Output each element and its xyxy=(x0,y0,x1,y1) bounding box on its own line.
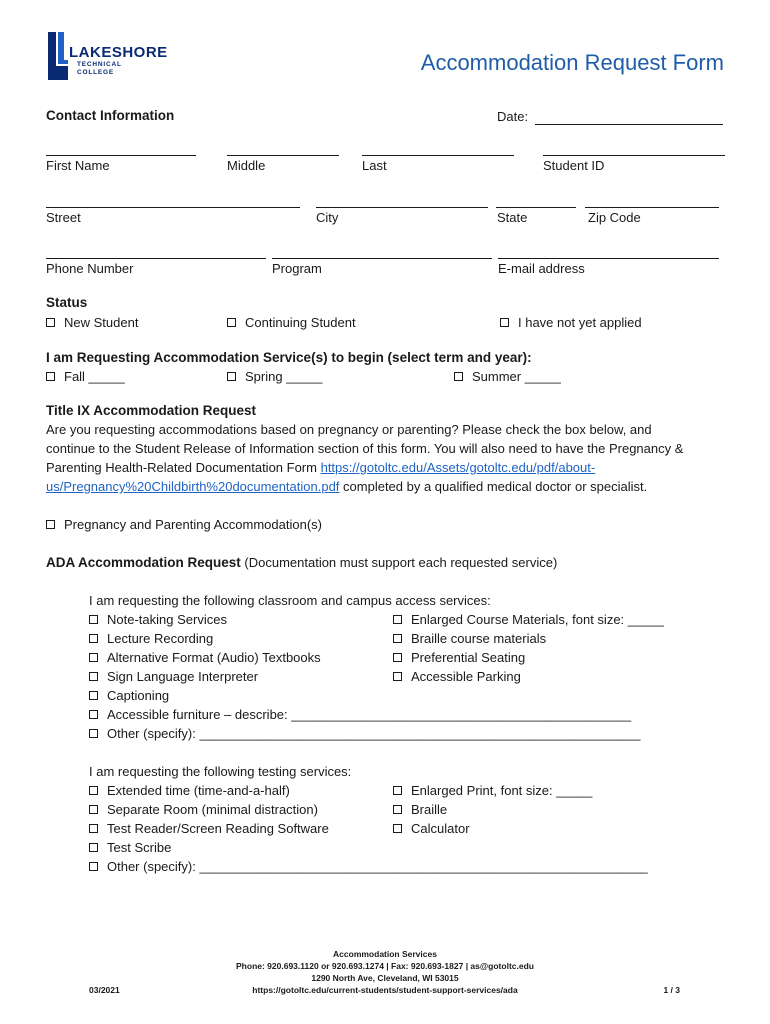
state-label: State xyxy=(497,210,528,225)
title-ix-paragraph-line-3: Parenting Health-Related Documentation Form https://gotoltc.edu/Assets/gotoltc.edu/pdf/about- xyxy=(46,460,596,475)
documentation-form-link-part-1[interactable]: https://gotoltc.edu/Assets/gotoltc.edu/pdf/about- xyxy=(320,460,596,475)
captioning-option[interactable]: Captioning xyxy=(89,688,169,703)
checkbox-icon[interactable] xyxy=(89,824,98,833)
logo-line-3: COLLEGE xyxy=(77,69,115,76)
logo-line-2: TECHNICAL xyxy=(77,61,122,68)
status-new-student[interactable]: New Student xyxy=(46,315,138,330)
city-field[interactable] xyxy=(316,207,488,208)
email-field[interactable] xyxy=(498,258,719,259)
checkbox-icon[interactable] xyxy=(227,372,236,381)
other-classroom-option[interactable]: Other (specify): _____________________________________________________________ xyxy=(89,726,641,741)
checkbox-icon[interactable] xyxy=(89,615,98,624)
alternative-format-option[interactable]: Alternative Format (Audio) Textbooks xyxy=(89,650,321,665)
checkbox-icon[interactable] xyxy=(89,672,98,681)
checkbox-icon[interactable] xyxy=(46,318,55,327)
phone-label: Phone Number xyxy=(46,261,134,276)
street-label: Street xyxy=(46,210,81,225)
status-heading: Status xyxy=(46,295,88,310)
accessible-parking-option[interactable]: Accessible Parking xyxy=(393,669,521,684)
checkbox-icon[interactable] xyxy=(393,824,402,833)
checkbox-icon[interactable] xyxy=(89,862,98,871)
last-name-field[interactable] xyxy=(362,155,514,156)
lecture-recording-option[interactable]: Lecture Recording xyxy=(89,631,213,646)
checkbox-icon[interactable] xyxy=(89,843,98,852)
checkbox-icon[interactable] xyxy=(46,372,55,381)
ada-heading-note: (Documentation must support each requested service) xyxy=(240,555,558,570)
logo-mark-icon xyxy=(46,32,68,80)
ada-heading-line xyxy=(46,555,557,570)
contact-heading: Contact Information xyxy=(46,108,175,123)
preferential-seating-option[interactable]: Preferential Seating xyxy=(393,650,525,665)
checkbox-icon[interactable] xyxy=(89,805,98,814)
state-field[interactable] xyxy=(496,207,576,208)
test-reader-option[interactable]: Test Reader/Screen Reading Software xyxy=(89,821,329,836)
extended-time-option[interactable]: Extended time (time-and-a-half) xyxy=(89,783,290,798)
student-id-field[interactable] xyxy=(543,155,725,156)
note-taking-option[interactable]: Note-taking Services xyxy=(89,612,227,627)
classroom-intro: I am requesting the following classroom and campus access services: xyxy=(89,593,491,608)
title-ix-heading: Title IX Accommodation Request xyxy=(46,403,257,418)
title-ix-paragraph-line-1: Are you requesting accommodations based on pregnancy or parenting? Please check the box below, and xyxy=(46,422,652,437)
status-not-applied[interactable]: I have not yet applied xyxy=(500,315,642,330)
checkbox-icon[interactable] xyxy=(89,786,98,795)
calculator-option[interactable]: Calculator xyxy=(393,821,470,836)
footer-url[interactable]: https://gotoltc.edu/current-students/student-support-services/ada xyxy=(252,985,518,995)
checkbox-icon[interactable] xyxy=(46,520,55,529)
middle-name-field[interactable] xyxy=(227,155,339,156)
term-spring[interactable]: Spring _____ xyxy=(227,369,322,384)
term-fall[interactable]: Fall _____ xyxy=(46,369,125,384)
checkbox-icon[interactable] xyxy=(89,653,98,662)
checkbox-icon[interactable] xyxy=(393,653,402,662)
pregnancy-accommodation-option[interactable]: Pregnancy and Parenting Accommodation(s) xyxy=(46,517,322,532)
checkbox-icon[interactable] xyxy=(393,615,402,624)
title-ix-paragraph-line-4: us/Pregnancy%20Childbirth%20documentation.pdf completed by a qualified medical doctor or specialist. xyxy=(46,479,648,494)
checkbox-icon[interactable] xyxy=(89,634,98,643)
footer-address: 1290 North Ave, Cleveland, WI 53015 xyxy=(311,973,459,983)
middle-name-label: Middle xyxy=(227,158,266,173)
footer-department: Accommodation Services xyxy=(333,949,437,959)
checkbox-icon[interactable] xyxy=(89,691,98,700)
title-ix-paragraph-line-2: continue to the Student Release of Information section of this form. You will also need to have the Pregnancy & xyxy=(46,441,684,456)
last-name-label: Last xyxy=(362,158,387,173)
checkbox-icon[interactable] xyxy=(454,372,463,381)
checkbox-icon[interactable] xyxy=(393,672,402,681)
footer-contact: Phone: 920.693.1120 or 920.693.1274 | Fax: 920.693-1827 | as@gotoltc.edu xyxy=(236,961,534,971)
page-number: 1 / 3 xyxy=(663,985,680,995)
checkbox-icon[interactable] xyxy=(500,318,509,327)
first-name-label: First Name xyxy=(46,158,110,173)
street-field[interactable] xyxy=(46,207,300,208)
braille-testing-option[interactable]: Braille xyxy=(393,802,447,817)
footer-date: 03/2021 xyxy=(89,985,120,995)
term-heading: I am Requesting Accommodation Service(s) to begin (select term and year): xyxy=(46,350,532,365)
separate-room-option[interactable]: Separate Room (minimal distraction) xyxy=(89,802,318,817)
checkbox-icon[interactable] xyxy=(89,729,98,738)
braille-materials-option[interactable]: Braille course materials xyxy=(393,631,546,646)
checkbox-icon[interactable] xyxy=(393,786,402,795)
email-label: E-mail address xyxy=(498,261,585,276)
city-label: City xyxy=(316,210,339,225)
documentation-form-link-part-2[interactable]: us/Pregnancy%20Childbirth%20documentation.pdf xyxy=(46,479,340,494)
sign-language-option[interactable]: Sign Language Interpreter xyxy=(89,669,258,684)
zip-label: Zip Code xyxy=(588,210,641,225)
enlarged-materials-option[interactable]: Enlarged Course Materials, font size: _____ xyxy=(393,612,664,627)
logo-line-1: LAKESHORE xyxy=(69,44,168,61)
program-field[interactable] xyxy=(272,258,492,259)
ada-heading: ADA Accommodation Request xyxy=(46,555,241,570)
phone-field[interactable] xyxy=(46,258,266,259)
checkbox-icon[interactable] xyxy=(393,634,402,643)
program-label: Program xyxy=(272,261,322,276)
enlarged-print-option[interactable]: Enlarged Print, font size: _____ xyxy=(393,783,592,798)
checkbox-icon[interactable] xyxy=(89,710,98,719)
college-logo xyxy=(46,32,176,82)
term-summer[interactable]: Summer _____ xyxy=(454,369,561,384)
date-field[interactable] xyxy=(535,124,723,125)
form-title: Accommodation Request Form xyxy=(420,50,724,75)
status-continuing-student[interactable]: Continuing Student xyxy=(227,315,356,330)
testing-intro: I am requesting the following testing services: xyxy=(89,764,352,779)
zip-field[interactable] xyxy=(585,207,719,208)
accessible-furniture-option[interactable]: Accessible furniture – describe: _______________________________________________ xyxy=(89,707,631,722)
checkbox-icon[interactable] xyxy=(393,805,402,814)
first-name-field[interactable] xyxy=(46,155,196,156)
checkbox-icon[interactable] xyxy=(227,318,236,327)
test-scribe-option[interactable]: Test Scribe xyxy=(89,840,171,855)
other-testing-option[interactable]: Other (specify): ______________________________________________________________ xyxy=(89,859,648,874)
date-label: Date: xyxy=(497,109,529,124)
student-id-label: Student ID xyxy=(543,158,605,173)
